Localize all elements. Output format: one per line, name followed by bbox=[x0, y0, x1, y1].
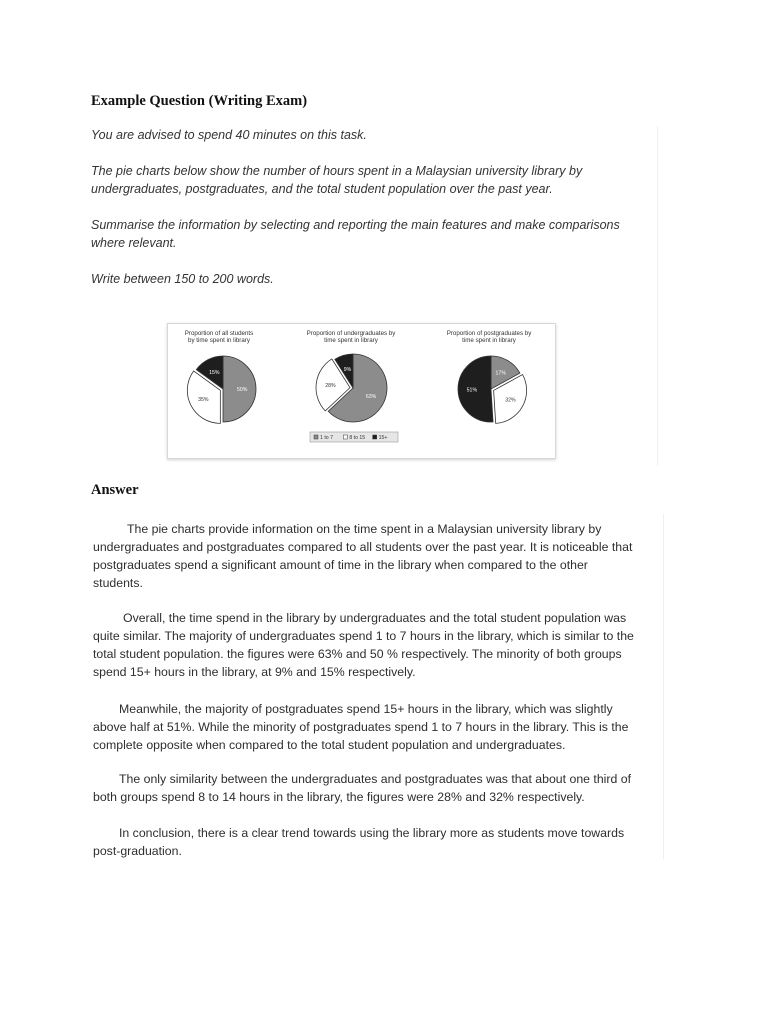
answer-paragraph-similarity: The only similarity between the undergraduates and postgraduates was that about one third of both groups spend 8 to 14 hours in the library, the figures were 28% and 32% respectively. bbox=[93, 772, 632, 804]
question-description: The pie charts below show the number of hours spent in a Malaysian university library by undergraduates, postgraduates, and the total student population over the past year. bbox=[91, 164, 583, 196]
pie-slice-label: 35% bbox=[198, 397, 209, 404]
pie-charts-svg bbox=[168, 324, 555, 458]
pie-slice-label: 17% bbox=[495, 370, 506, 377]
pie-title-line: Proportion of undergraduates by bbox=[306, 330, 396, 337]
pie-title-line: Proportion of all students bbox=[184, 330, 254, 337]
pie-chart-2 bbox=[307, 330, 397, 422]
pie-slice-label: 50% bbox=[236, 387, 248, 393]
question-word-count: Write between 150 to 200 words. bbox=[91, 272, 274, 286]
answer-block bbox=[93, 514, 664, 859]
answer-paragraph-conclusion: In conclusion, there is a clear trend towards using the library more as students move towards post-graduation. bbox=[93, 826, 625, 858]
answer-paragraph-overall: Overall, the time spend in the library by undergraduates and the total student population was quite similar. The majority of undergraduates spend 1 to 7 hours in the library, which is similar to the total student population. the figures were 63% and 50 % respectively. The minority of both groups spend 15+ hours in the library, at 9% and 15% respectively. bbox=[93, 611, 634, 679]
question-instruction-time: You are advised to spend 40 minutes on this task. bbox=[91, 128, 367, 142]
answer-paragraph-postgraduates: Meanwhile, the majority of postgraduates spend 15+ hours in the library, which was slightly above half at 51%. While the minority of postgraduates spend 1 to 7 hours in the library. This is the complete opposite when compared to the total student population and undergraduates. bbox=[93, 702, 629, 752]
pie-slice-label: 9% bbox=[343, 367, 352, 374]
pie-slice-label: 32% bbox=[505, 397, 516, 404]
pie-chart-1 bbox=[185, 330, 256, 423]
pie-title-line: by time spent in library bbox=[188, 337, 250, 344]
pie-slice-label: 63% bbox=[365, 393, 377, 400]
legend-swatch bbox=[373, 435, 377, 439]
pie-charts-figure bbox=[167, 323, 556, 459]
legend-label: 15+ bbox=[378, 435, 388, 441]
pie-chart-3 bbox=[447, 330, 533, 423]
legend-swatch bbox=[314, 435, 318, 439]
question-heading: Example Question (Writing Exam) bbox=[91, 93, 308, 109]
answer-paragraph-intro: The pie charts provide information on the time spent in a Malaysian university library by undergraduates and postgraduates compared to all students over the past year. It is noticeable that postgraduates spend a significant amount of time in the library when compared to the other students. bbox=[93, 522, 633, 590]
answer-heading: Answer bbox=[91, 482, 139, 498]
pie-slice-label: 51% bbox=[466, 387, 478, 394]
legend-swatch bbox=[343, 435, 347, 439]
legend-label: 8 to 15 bbox=[349, 435, 366, 441]
pie-slice-label: 28% bbox=[325, 383, 336, 390]
question-task: Summarise the information by selecting and reporting the main features and make comparisons where relevant. bbox=[91, 218, 620, 250]
pie-title-line: time spent in library bbox=[324, 337, 378, 344]
pie-title-line: time spent in library bbox=[462, 337, 516, 344]
pie-title-line: Proportion of postgraduates by bbox=[446, 330, 532, 337]
pie-legend bbox=[310, 432, 398, 442]
legend-label: 1 to 7 bbox=[320, 435, 333, 441]
pie-slice-label: 15% bbox=[209, 369, 220, 376]
